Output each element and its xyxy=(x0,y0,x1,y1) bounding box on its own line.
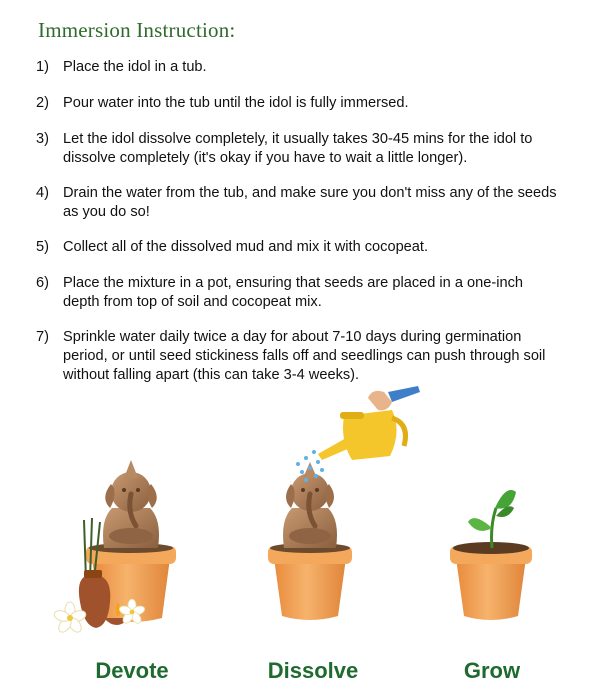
step-text: Sprinkle water daily twice a day for about 7-10 days during germination period, or until seed stickiness falls off and seedlings can push through soil without falling apart (this can take 3-4 weeks). xyxy=(63,329,546,383)
step-text: Let the idol dissolve completely, it usually takes 30-45 mins for the idol to dissolve completely (it's okay if you have to wait a little longer). xyxy=(63,131,533,166)
step-text: Collect all of the dissolved mud and mix it with cocopeat. xyxy=(63,239,429,255)
stage-label-devote: Devote xyxy=(95,658,169,683)
devote-ganesha-idol-icon xyxy=(103,460,159,548)
step-number: 3) xyxy=(36,131,49,147)
grow-pot-icon xyxy=(450,542,532,620)
step-number: 1) xyxy=(36,59,49,75)
step-text: Place the idol in a tub. xyxy=(63,59,207,75)
illustration xyxy=(0,380,592,640)
step-number: 6) xyxy=(36,275,49,291)
step-number: 5) xyxy=(36,239,49,255)
step-number: 2) xyxy=(36,95,49,111)
step-text: Pour water into the tub until the idol is fully immersed. xyxy=(63,95,409,111)
watering-can-icon xyxy=(318,410,406,460)
stage-label-grow: Grow xyxy=(463,658,521,683)
dissolve-pot-icon xyxy=(268,543,352,620)
stage-label-dissolve: Dissolve xyxy=(267,658,359,683)
step-text: Place the mixture in a pot, ensuring that seeds are placed in a one-inch depth from top of soil and cocopeat mix. xyxy=(63,275,523,310)
seedling-icon xyxy=(468,490,516,548)
step-text: Drain the water from the tub, and make sure you don't miss any of the seeds as you do so! xyxy=(63,185,557,220)
page-title: Immersion Instruction: xyxy=(38,18,236,42)
step-number: 7) xyxy=(36,329,49,345)
dissolve-ganesha-idol-icon xyxy=(283,462,337,548)
hand-icon xyxy=(368,386,420,410)
step-number: 4) xyxy=(36,185,49,201)
